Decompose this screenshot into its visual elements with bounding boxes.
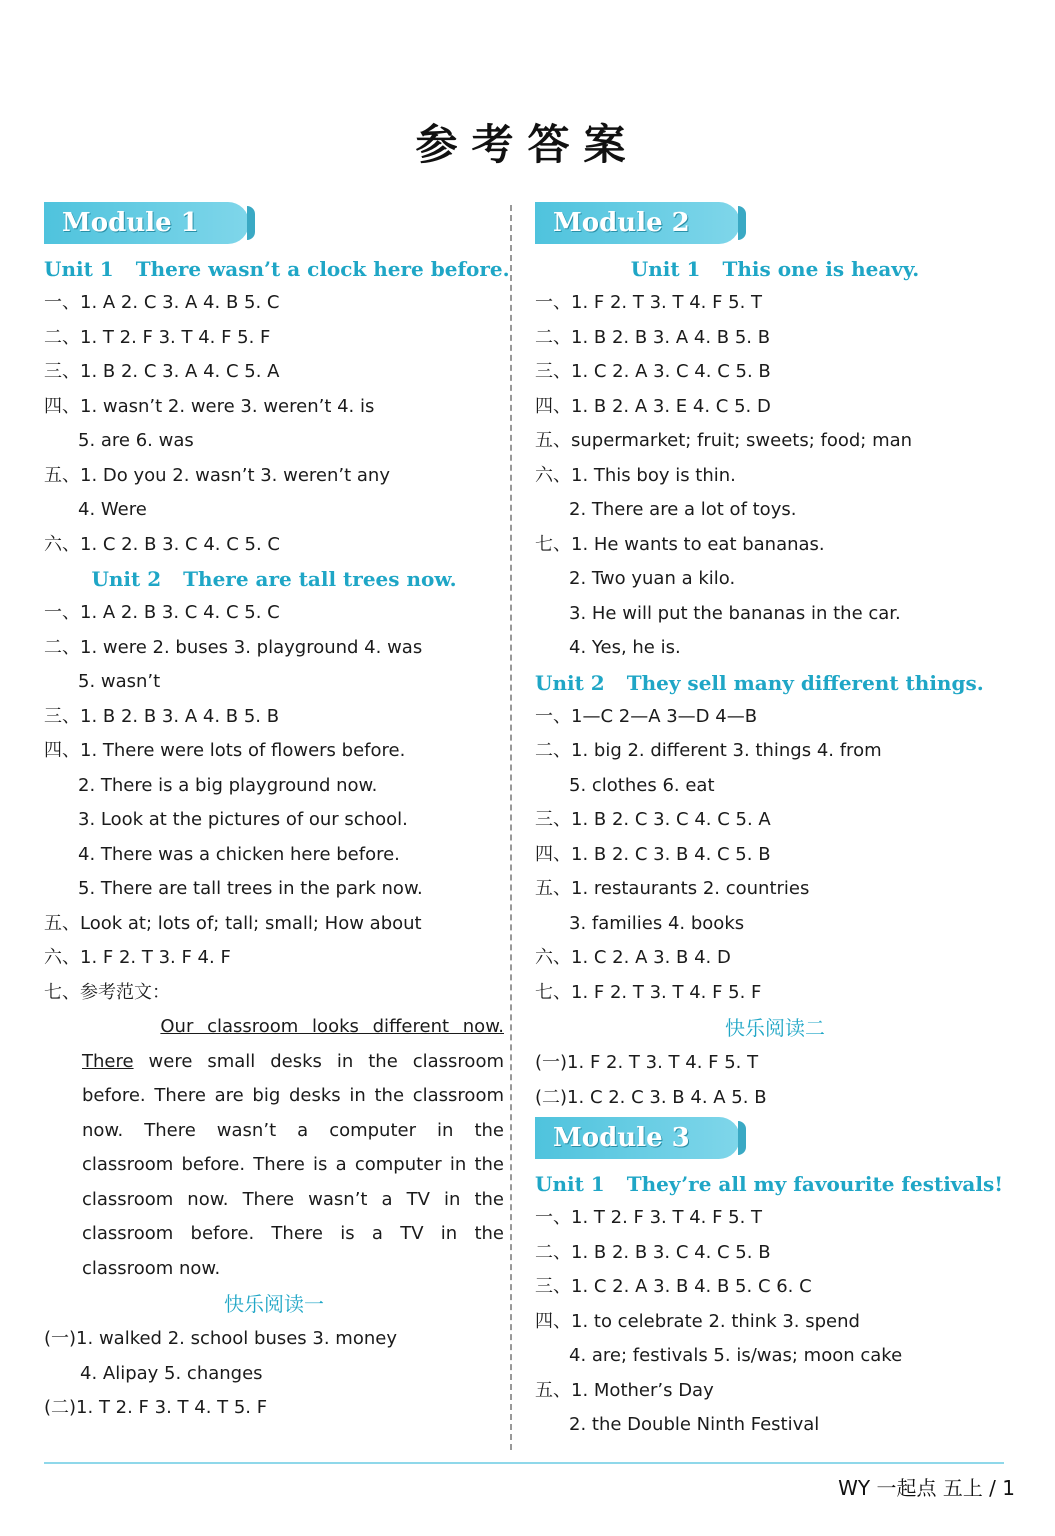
answer-line: 五、1. Do you 2. wasn’t 3. weren’t any xyxy=(44,464,390,486)
module-1-banner: Module 1 xyxy=(44,202,249,244)
answer-line: 五、1. Mother’s Day xyxy=(535,1379,714,1401)
essay-first-word: There xyxy=(82,1050,134,1072)
answer-line: 3. Look at the pictures of our school. xyxy=(78,809,408,830)
answer-line: 五、supermarket; fruit; sweets; food; man xyxy=(535,430,913,451)
answer-line: (二)1. T 2. F 3. T 4. T 5. F xyxy=(44,1397,268,1418)
unit-number: Unit 2 xyxy=(535,670,605,695)
essay-body: were small desks in the classroom before. There are big desks in the classroom now. There wasn’t a computer in the classroom before. There is a computer in the classroom now. There wasn’t a TV in the classroom before. There is a TV in the classroom now. xyxy=(82,1050,504,1279)
answer-line: 5. There are tall trees in the park now. xyxy=(78,878,423,899)
answer-line: 二、1. B 2. B 3. C 4. C 5. B xyxy=(535,1241,771,1263)
unit-title: This one is heavy. xyxy=(722,257,920,281)
answer-line: 一、1. A 2. C 3. A 4. B 5. C xyxy=(44,292,280,313)
answer-line: 二、1. T 2. F 3. T 4. F 5. F xyxy=(44,326,271,348)
answer-line: 一、1. A 2. B 3. C 4. C 5. C xyxy=(44,602,280,623)
answer-line: 六、1. This boy is thin. xyxy=(535,464,736,486)
answer-line: 一、1. T 2. F 3. T 4. F 5. T xyxy=(535,1207,763,1228)
reading-1-heading: 快乐阅读一 xyxy=(224,1292,324,1316)
answer-line: 七、1. F 2. T 3. T 4. F 5. F xyxy=(535,981,762,1003)
answer-line: 5. are 6. was xyxy=(78,430,194,451)
unit-number: Unit 1 xyxy=(535,1172,605,1196)
answer-line: 2. There is a big playground now. xyxy=(78,774,378,796)
answer-line: 2. the Double Ninth Festival xyxy=(569,1414,820,1435)
answer-line: 三、1. B 2. B 3. A 4. B 5. B xyxy=(44,705,280,727)
page-footer: WY 一起点 五上 / 1 xyxy=(838,1476,1015,1500)
unit-1-heading xyxy=(535,252,1015,286)
right-column xyxy=(535,200,1015,1443)
answer-line: 2. Two yuan a kilo. xyxy=(569,568,736,589)
answer-line: 4. are; festivals 5. is/was; moon cake xyxy=(569,1345,903,1366)
answer-line: 六、1. F 2. T 3. F 4. F xyxy=(44,947,231,968)
sample-essay xyxy=(44,1010,504,1286)
answer-line: 七、参考范文： xyxy=(44,981,170,1003)
answer-line: 5. wasn’t xyxy=(78,671,161,692)
answer-line: 七、1. He wants to eat bananas. xyxy=(535,533,825,555)
answer-line: 4. Were xyxy=(78,499,147,520)
column-divider xyxy=(510,205,512,1450)
unit-number: Unit 2 xyxy=(91,567,162,591)
answer-line: 四、1. There were lots of flowers before. xyxy=(44,740,406,761)
unit-number: Unit 1 xyxy=(44,257,114,281)
answer-line: 三、1. B 2. C 3. A 4. C 5. A xyxy=(44,361,280,382)
essay-title: Our classroom looks different now. xyxy=(160,1016,504,1037)
footer-rule xyxy=(44,1462,1004,1464)
answer-line: 四、1. wasn’t 2. were 3. weren’t 4. is xyxy=(44,395,375,417)
answer-line: 五、1. restaurants 2. countries xyxy=(535,878,810,899)
answer-line: 二、1. were 2. buses 3. playground 4. was xyxy=(44,636,423,658)
page-title: 参考答案 xyxy=(415,120,640,169)
m3-unit-1-heading xyxy=(535,1167,1015,1201)
unit-2-heading xyxy=(44,562,504,596)
answer-line: 六、1. C 2. B 3. C 4. C 5. C xyxy=(44,533,280,555)
answer-line: 五、Look at; lots of; tall; small; How about xyxy=(44,912,422,934)
answer-line: 4. There was a chicken here before. xyxy=(78,843,400,865)
answer-line: 3. families 4. books xyxy=(569,912,745,934)
answer-line: (一)1. F 2. T 3. T 4. F 5. T xyxy=(535,1052,759,1073)
unit-2-heading xyxy=(535,666,1015,700)
answer-line: (二)1. C 2. C 3. B 4. A 5. B xyxy=(535,1086,767,1108)
answer-line: 4. Yes, he is. xyxy=(569,637,681,658)
answer-line: 3. He will put the bananas in the car. xyxy=(569,602,901,624)
unit-title: There wasn’t a clock here before. xyxy=(135,257,510,281)
unit-title: They’re all my favourite festivals! xyxy=(626,1172,1004,1196)
answer-line: 5. clothes 6. eat xyxy=(569,774,715,796)
answer-line: 一、1. F 2. T 3. T 4. F 5. T xyxy=(535,292,763,313)
unit-1-heading xyxy=(44,252,510,286)
answer-line: 四、1. B 2. C 3. B 4. C 5. B xyxy=(535,843,771,865)
unit-title: They sell many different things. xyxy=(626,670,984,695)
answer-line: 三、1. B 2. C 3. C 4. C 5. A xyxy=(535,809,771,830)
module-2-banner: Module 2 xyxy=(535,202,740,244)
answer-line: 三、1. C 2. A 3. C 4. C 5. B xyxy=(535,361,771,382)
answer-line: 二、1. B 2. B 3. A 4. B 5. B xyxy=(535,326,771,348)
answer-line: 四、1. B 2. A 3. E 4. C 5. D xyxy=(535,395,771,417)
reading-2-heading: 快乐阅读二 xyxy=(725,1016,825,1040)
answer-line: 一、1—C 2—A 3—D 4—B xyxy=(535,705,758,727)
module-3-banner: Module 3 xyxy=(535,1117,740,1159)
answer-line: 四、1. to celebrate 2. think 3. spend xyxy=(535,1310,860,1332)
answer-line: 三、1. C 2. A 3. B 4. B 5. C 6. C xyxy=(535,1276,812,1297)
left-column xyxy=(44,200,510,1426)
answer-line: 二、1. big 2. different 3. things 4. from xyxy=(535,740,882,761)
answer-line: 2. There are a lot of toys. xyxy=(569,499,797,520)
answer-line: 4. Alipay 5. changes xyxy=(80,1362,263,1384)
unit-number: Unit 1 xyxy=(630,257,701,281)
answer-line: (一)1. walked 2. school buses 3. money xyxy=(44,1328,397,1349)
answer-line: 六、1. C 2. A 3. B 4. D xyxy=(535,947,731,968)
unit-title: There are tall trees now. xyxy=(183,567,457,591)
